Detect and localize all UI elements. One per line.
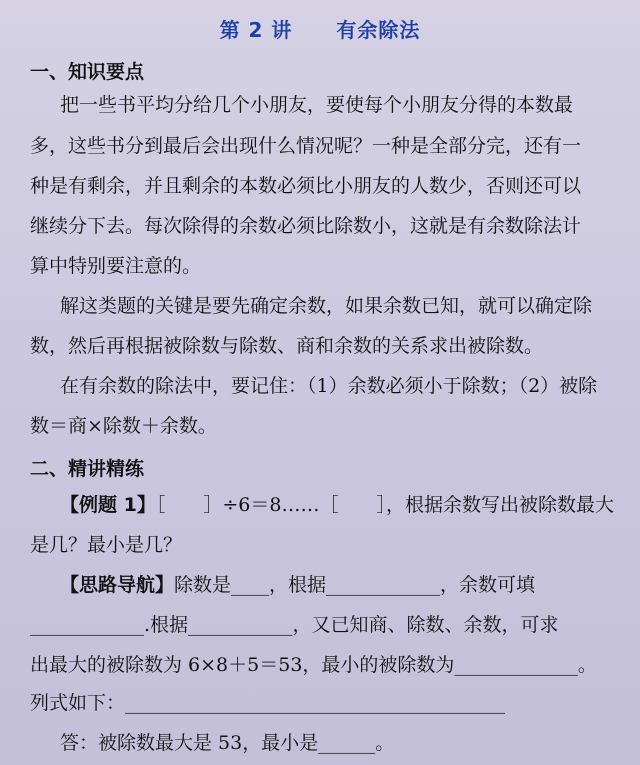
hint-line-1-text: 除数是____，根据____________，余数可填 [174,574,536,596]
para3-line-2: 数＝商×除数＋余数。 [30,415,217,437]
lesson-number: 第 2 讲 [219,18,293,42]
example-line-1 [30,492,628,518]
hint-line-4: 列式如下：________________________________________ [30,692,506,714]
hint-line-1 [30,572,628,598]
para3-line-1: 在有余数的除法中，要记住：（1）余数必须小于除数；（2）被除 [60,375,598,397]
section-heading-practice: 二、精讲精练 [30,458,145,480]
example-label: 【例题 1】 [60,494,156,516]
lesson-topic: 有余除法 [336,18,421,42]
hint-line-3: 出最大的被除数为 6×8＋5＝53，最小的被除数为_____________。 [30,654,597,676]
example-question-text: ［ ］÷6＝8……［ ］，根据余数写出被除数最大 [155,494,614,516]
section-heading-knowledge: 一、知识要点 [30,61,145,83]
para1-line-3: 种是有剩余，并且剩余的本数必须比小朋友的人数少，否则还可以 [30,175,582,197]
answer-line: 答：被除数最大是 53，最小是______。 [60,732,395,754]
para1-line-5: 算中特别要注意的。 [30,255,202,277]
hint-label: 【思路导航】 [60,574,175,596]
para1-line-2: 多，这些书分到最后会出现什么情况呢？一种是全部分完，还有一 [30,135,582,157]
para1-line-4: 继续分下去。每次除得的余数必须比除数小，这就是有余数除法计 [30,215,582,237]
lesson-title [0,14,640,43]
para2-line-1: 解这类题的关键是要先确定余数，如果余数已知，就可以确定除 [60,295,593,317]
example-line-2: 是几？最小是几？ [30,534,183,556]
para2-line-2: 数，然后再根据被除数与除数、商和余数的关系求出被除数。 [30,335,544,357]
hint-line-2: ____________.根据___________，又已知商、除数、余数，可求 [30,614,559,636]
para1-line-1: 把一些书平均分给几个小朋友，要使每个小朋友分得的本数最 [60,94,574,116]
